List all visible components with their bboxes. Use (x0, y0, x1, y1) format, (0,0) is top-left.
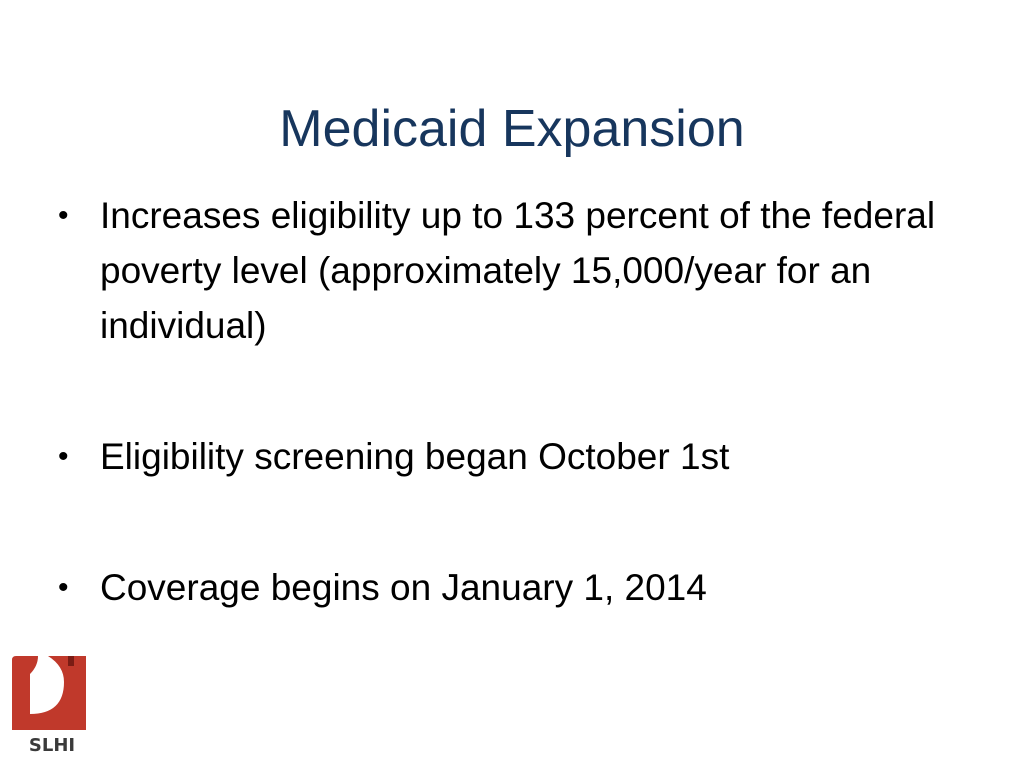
bullet-text: Eligibility screening began October 1st (100, 436, 730, 477)
bullet-text: Increases eligibility up to 133 percent of the federal poverty level (approximately 15,000/year for an individual) (100, 195, 936, 346)
bullet-text: Coverage begins on January 1, 2014 (100, 567, 707, 608)
bullet-marker: • (58, 571, 69, 604)
bullet-item (56, 560, 956, 615)
bullet-marker: • (58, 199, 69, 232)
bullet-item (56, 429, 956, 484)
slide-title: Medicaid Expansion (279, 99, 745, 158)
bullet-list (56, 188, 956, 615)
bullet-marker: • (58, 440, 69, 473)
bullet-item (56, 188, 956, 353)
logo-label: SLHI (28, 735, 76, 756)
